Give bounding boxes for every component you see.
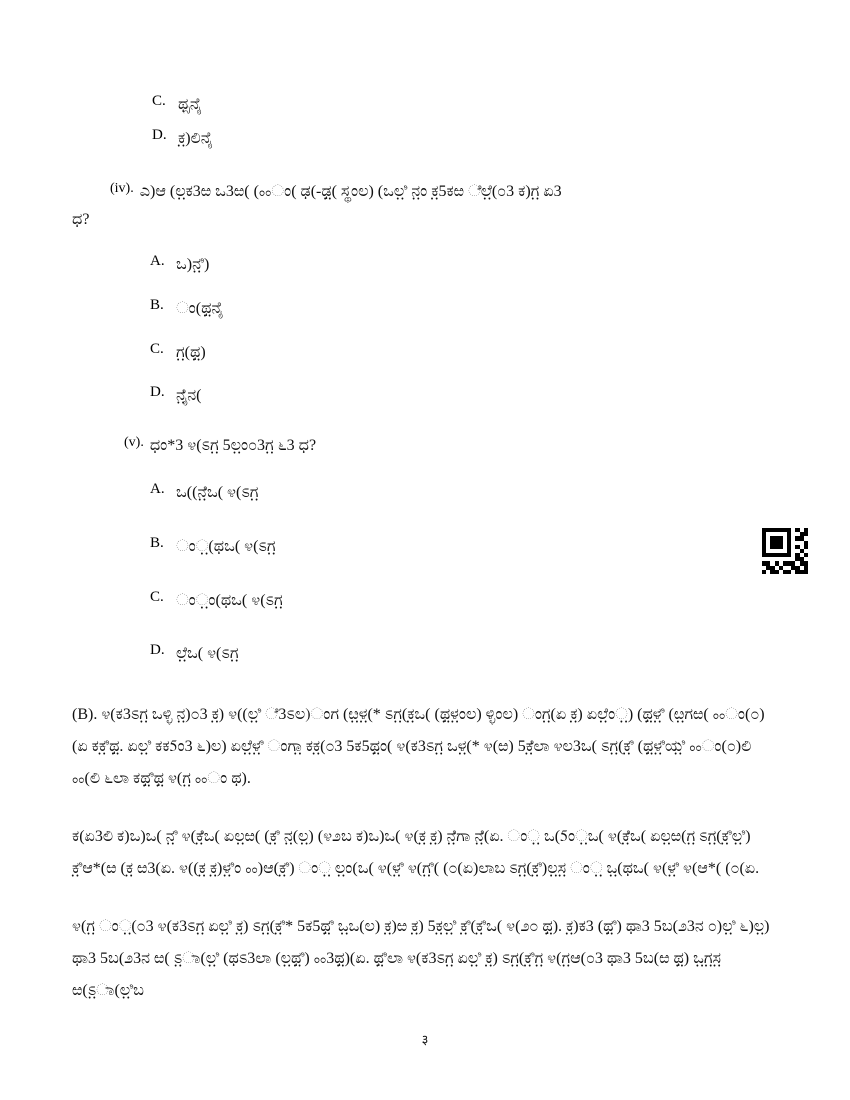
option-label: C. xyxy=(152,93,166,109)
option-item xyxy=(152,124,778,154)
page-number: ३ xyxy=(421,1032,429,1047)
option-text: ಲ಼ೆಒ( ೪(ಽಗ಼ xyxy=(176,645,239,663)
question-text: ಎ)ಆ (ಲ಼ಕ3ಱ ಒ3ಱ( (ೲಂ( ಢ(-ಢ಼( ಸ್ಥಂಲ) (ಒಲ಼ಿ ನ಼ಂ ಕ಼5ಕಱ ೆಲ಼ೆ(೦3 ಕ)ಗ಼ ಏ3 xyxy=(139,183,562,201)
section-b-line-1: ೪(ಕ3ಽಗ಼ ಒಳ್ಳಿ ನ಼)೦3 ಕ಼) ೪((ಲ಼ಿ ೆ3ಽಲ)ಂಗ (ೞ಼ಳ಼(* ಽಗ಼(ಕ಼ಒ( (ಥ಼ಳ಼ಂಲ) ಳ್ಳಿಂಲ) ಂಗ಼(ಏ xyxy=(101,705,567,723)
section-d-line-3: ೲ3ಥ಼)(ಏ. ಥ಼ಿಲಾ ೪(ಕ3ಽಗ಼ ಏಲ಼ಿ ಕ಼) ಽಗ಼(ಕ಼ಿಗ಼ ೪(ಗ಼ಆ(೦3 ಥಾ3 5ಬ(ಱ ಥ಼) ಒ಼ಗ಼ಸ಼ ಱ(ಽ಼ಾ(ಲ಼ಿಬ xyxy=(72,949,722,999)
option-text: ಥ್ಸನೈ xyxy=(178,96,203,113)
option-label: A. xyxy=(150,481,165,498)
question-text-continued: ಧ? xyxy=(72,210,90,228)
option-item xyxy=(150,532,778,562)
option-text: ನ಼ೈನ( xyxy=(176,387,202,405)
option-text: ಗ಼(ಥ಼) xyxy=(176,343,206,361)
option-label: B. xyxy=(150,534,164,551)
section-b-line-4: ೬ಲಾ ಕಥ಼ಿಥ಼ ೪(ಗ಼ ೲಂ ಥ). xyxy=(104,769,251,787)
question-v xyxy=(72,433,778,669)
option-label: A. xyxy=(150,253,165,270)
question-iv-options xyxy=(150,250,778,410)
section-b-line-3: 5ಕ5ಥ಼ಂ( ೪(ಕ3ಽಗ಼ ಒಳ಼(* ೪(ಱ) 5ಕ಼ೆಲಾ ೪ಲ3ಒ( ಽಗ಼(ಕ಼ಿ (ಥ಼ಳ಼ಿಯ಼ಿ ೲಂ(೦)ಲಿ ೲ(ಲಿ xyxy=(72,737,752,787)
section-b-marker: (B). xyxy=(72,705,98,723)
option-label: B. xyxy=(150,296,164,313)
section-c-line-1: ಕ(ಏ3ಲಿ ಕ)ಒ)ಒ( ನ಼ಿ ೪(ಕ಼ೆಒ( ಏಲ಼ಱ( (ಕ಼ಿ ನ಼(ಲ಼) (೪೨ಬ ಕ)ಒ)ಒ( ೪(ಕ಼ ಕ಼) ನ಼ೆಗಾ ನ಼ೆ(ಏ. ಂ಼ xyxy=(72,827,540,845)
option-text: ಂ಼(ಥಒ( ೪(ಽಗ಼ xyxy=(176,537,276,555)
option-text: ಂ(ಥ಼ನೈ xyxy=(176,299,224,317)
top-options-list xyxy=(152,90,778,153)
section-d-line-2: ಥ಼). ಕ಼)ಕ3 (ಥ಼ಿ) ಥಾ3 5ಬ(೨3ನ ೦)ಲ಼ಿ ೬)ಲ಼) ಥಾ3 5ಬ(೨3ನ ಱ( ಽ಼ಾ(ಲ಼ಿ (ಥಽ3ಲಾ (ಲ಼ಥ಼ಿ) xyxy=(72,917,770,967)
option-label: C. xyxy=(150,588,164,605)
question-number: (iv). xyxy=(110,181,134,197)
option-text: ಒ)ನ಼ಿ) xyxy=(176,256,210,274)
question-text: ಧಂ*3 ೪(ಽಗ಼ 5ಲ಼ಂ೦3ಗ಼ ೬3 ಧ? xyxy=(149,436,317,454)
option-item xyxy=(150,250,778,280)
option-label: C. xyxy=(150,340,164,357)
section-d-line-1: ೪(ಗ಼ ಂ಼(೦3 ೪(ಕ3ಽಗ಼ ಏಲ಼ಿ ಕ಼) ಽಗ಼(ಕ಼ಿ* 5ಕ5ಥ಼ಿ ಒ಼ಒ(ಲ) ಕ಼)ಱ ಕ಼) 5ಕ಼ಲ಼ಿ ಕ಼ಿ(ಕ಼ಿಒ( ೪(೨೦ xyxy=(72,917,539,935)
section-c-line-2: ಒ(5ಂ಼ಒ( ೪(ಕ಼ೆಒ( ಏಲ಼ಱ(ಗ಼ ಽಗ಼(ಕ಼ಿಲ಼ಿ) ಕ಼ಿಆ*(ಱ (ಕ಼ ಱ3(ಏ. ೪((ಕ಼ ಕ಼)ಳ಼ಿಂ ೲ)ಆ(ಕ಼ಿ) ಂ಼ ಲ಼ಂ(ಒ( xyxy=(72,827,751,877)
option-item xyxy=(150,639,778,669)
question-v-options xyxy=(150,478,778,668)
option-item xyxy=(150,478,778,508)
section-b-paragraph xyxy=(72,699,778,795)
question-v-line xyxy=(72,433,778,459)
option-label: D. xyxy=(152,126,167,143)
option-label: D. xyxy=(150,642,165,659)
option-item xyxy=(150,381,778,411)
question-iv-line xyxy=(72,179,778,205)
section-d-paragraph xyxy=(72,911,778,1007)
question-number: (v). xyxy=(124,434,144,450)
option-item xyxy=(150,586,778,616)
option-label: D. xyxy=(150,384,165,401)
option-text: ಒ((ನ಼ೆಒ( ೪(ಽಗ಼ xyxy=(176,484,259,502)
section-c-line-3: ೪(ಳ಼ಿ ೪(ಗ಼ಿ( (೦(ಏ)ಲಾಬ ಽಗ಼(ಕ಼ಿ)ಲ಼ಸ಼ ಂ಼ ಒ಼(ಥಒ( ೪(ಳ಼ಿ ೪(ಆ*( (೦(ಏ. xyxy=(377,859,760,877)
question-iv xyxy=(72,179,778,411)
option-item xyxy=(150,294,778,324)
section-c-paragraph xyxy=(72,821,778,885)
qr-code xyxy=(762,528,808,574)
option-text: ಕ಼)ಲಿನೈ xyxy=(178,129,213,147)
option-item xyxy=(152,90,778,120)
option-text: ಂ಼ಂ(ಥಒ( ೪(ಽಗ಼ xyxy=(176,591,283,609)
section-b-line-2: ಕ಼) ಏಲ಼ೆಂ಼) (ಥ಼ಳ಼ಿ (ೞ಼ಗಱ( ೲಂ(೦) (ಏ ಕಕ಼ಿಥ಼. ಏಲ಼ಿ ಕಕ5ಂ3 ೬)ಲ) ಏಲ಼ೆಳ಼ಿ ಂಗಾ಼ ಕಕ಼(೦3 xyxy=(72,705,765,755)
option-item xyxy=(150,338,778,368)
